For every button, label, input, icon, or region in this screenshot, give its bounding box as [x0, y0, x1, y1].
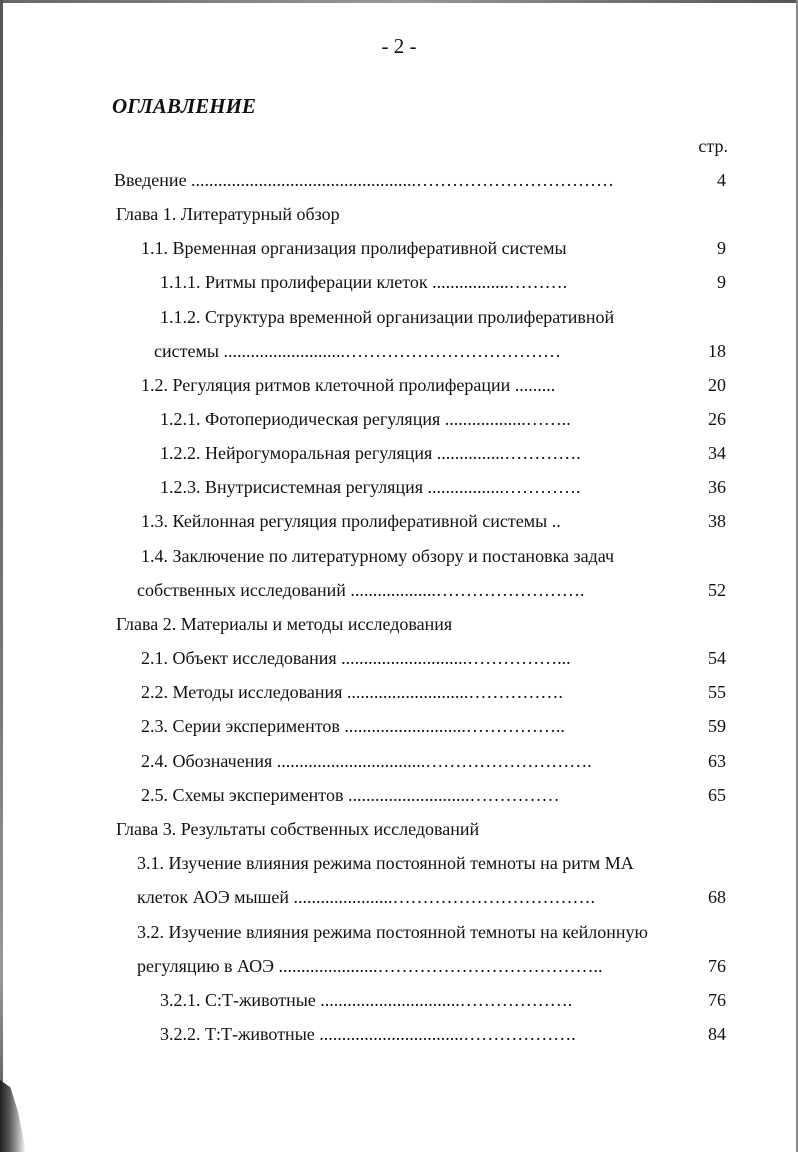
toc-entry — [0, 575, 798, 605]
toc-entry — [0, 302, 798, 332]
toc-entry — [0, 267, 798, 297]
toc-entry-page: 52 — [708, 580, 726, 600]
toc-entry — [0, 506, 798, 536]
toc-entry-page: 20 — [708, 375, 726, 395]
toc-entry — [0, 404, 798, 434]
toc-entry-text: 2.1. Объект исследования ............................……………... — [141, 648, 571, 668]
toc-entry-text: регуляцию в АОЭ ......................……………………………….. — [137, 956, 603, 976]
toc-entry-page: 55 — [708, 682, 726, 702]
toc-entry-page: 4 — [717, 170, 726, 190]
toc-entry — [0, 609, 798, 639]
toc-entry-page: 65 — [708, 785, 726, 805]
toc-entry-text: Введение ..................................................…………………………… — [114, 170, 615, 190]
toc-entry — [0, 848, 798, 878]
toc-entry-page: 18 — [708, 341, 726, 361]
toc-entry — [0, 336, 798, 366]
toc-entry-text: 1.3. Кейлонная регуляция пролиферативной системы .. — [141, 511, 561, 531]
toc-entry-text: Глава 1. Литературный обзор — [116, 204, 340, 224]
toc-entry-text: 1.2.1. Фотопериодическая регуляция ..................…….. — [160, 409, 571, 429]
toc-entry-page: 9 — [717, 272, 726, 292]
toc-entry — [0, 233, 798, 263]
toc-entry-text: 1.2. Регуляция ритмов клеточной пролиферации ......... — [141, 375, 556, 395]
page-column-header: стр. — [698, 136, 728, 156]
toc-entry-text: 3.1. Изучение влияния режима постоянной темноты на ритм МА — [137, 853, 634, 873]
toc-entry — [0, 917, 798, 947]
toc-entry — [0, 780, 798, 810]
toc-entry — [0, 165, 798, 195]
toc-entry-page: 34 — [708, 443, 726, 463]
toc-entry — [0, 882, 798, 912]
toc-entry-text: 3.2.1. С:Т-животные ...............................………………. — [160, 990, 573, 1010]
toc-entry — [0, 951, 798, 981]
toc-entry-text: клеток АОЭ мышей ......................……………………………. — [137, 887, 596, 907]
toc-entry-page: 59 — [708, 716, 726, 736]
scan-edge-top — [0, 0, 798, 3]
toc-entry-text: 1.2.3. Внутрисистемная регуляция .................…………. — [160, 477, 581, 497]
toc-entry-text: 1.1.1. Ритмы пролиферации клеток .................………. — [160, 272, 568, 292]
toc-entry-page: 54 — [708, 648, 726, 668]
toc-entry — [0, 1019, 798, 1049]
toc-entry — [0, 643, 798, 673]
toc-entry-text: 2.2. Методы исследования ...........................……………. — [141, 682, 563, 702]
toc-entry-text: 2.3. Серии экспериментов ...........................…………….. — [141, 716, 565, 736]
toc-entry-text: 2.5. Схемы экспериментов ...........................…………… — [141, 785, 560, 805]
toc-entry-page: 63 — [708, 751, 726, 771]
toc-entry — [0, 746, 798, 776]
page-number: - 2 - — [381, 34, 417, 58]
scan-blot — [0, 1080, 26, 1152]
toc-entry-page: 84 — [708, 1024, 726, 1044]
toc-entry-text: системы ...........................……………………………… — [154, 341, 561, 361]
toc-entry-text: 1.4. Заключение по литературному обзору и постановка задач — [141, 546, 615, 566]
toc-entry — [0, 472, 798, 502]
toc-entry-text: 1.1.2. Структура временной организации пролиферативной — [160, 307, 615, 327]
toc-entry-text: Глава 3. Результаты собственных исследований — [116, 819, 480, 839]
toc-entry-page: 76 — [708, 956, 726, 976]
toc-entry-text: 3.2. Изучение влияния режима постоянной темноты на кейлонную — [137, 922, 648, 942]
toc-entry — [0, 438, 798, 468]
toc-entry-page: 9 — [717, 238, 726, 258]
toc-entry — [0, 711, 798, 741]
toc-entry — [0, 199, 798, 229]
toc-entry — [0, 541, 798, 571]
toc-entry — [0, 985, 798, 1015]
toc-title: ОГЛАВЛЕНИЕ — [112, 94, 256, 118]
toc-entry-page: 38 — [708, 511, 726, 531]
toc-entry-text: собственных исследований ...................……………………. — [137, 580, 585, 600]
toc-entry-page: 26 — [708, 409, 726, 429]
toc-entry — [0, 370, 798, 400]
toc-entry-text: 1.1. Временная организация пролиферативной системы — [141, 238, 567, 258]
toc-entry — [0, 814, 798, 844]
toc-entry-text: 3.2.2. Т:Т-животные ................................………………. — [160, 1024, 576, 1044]
toc-entry-text: Глава 2. Материалы и методы исследования — [116, 614, 453, 634]
toc-entry-page: 68 — [708, 887, 726, 907]
toc-entry-text: 2.4. Обозначения .................................………………………. — [141, 751, 592, 771]
toc-entry-page: 76 — [708, 990, 726, 1010]
toc-entry — [0, 677, 798, 707]
toc-entry-text: 1.2.2. Нейрогуморальная регуляция ...............…………. — [160, 443, 581, 463]
toc-entry-page: 36 — [708, 477, 726, 497]
